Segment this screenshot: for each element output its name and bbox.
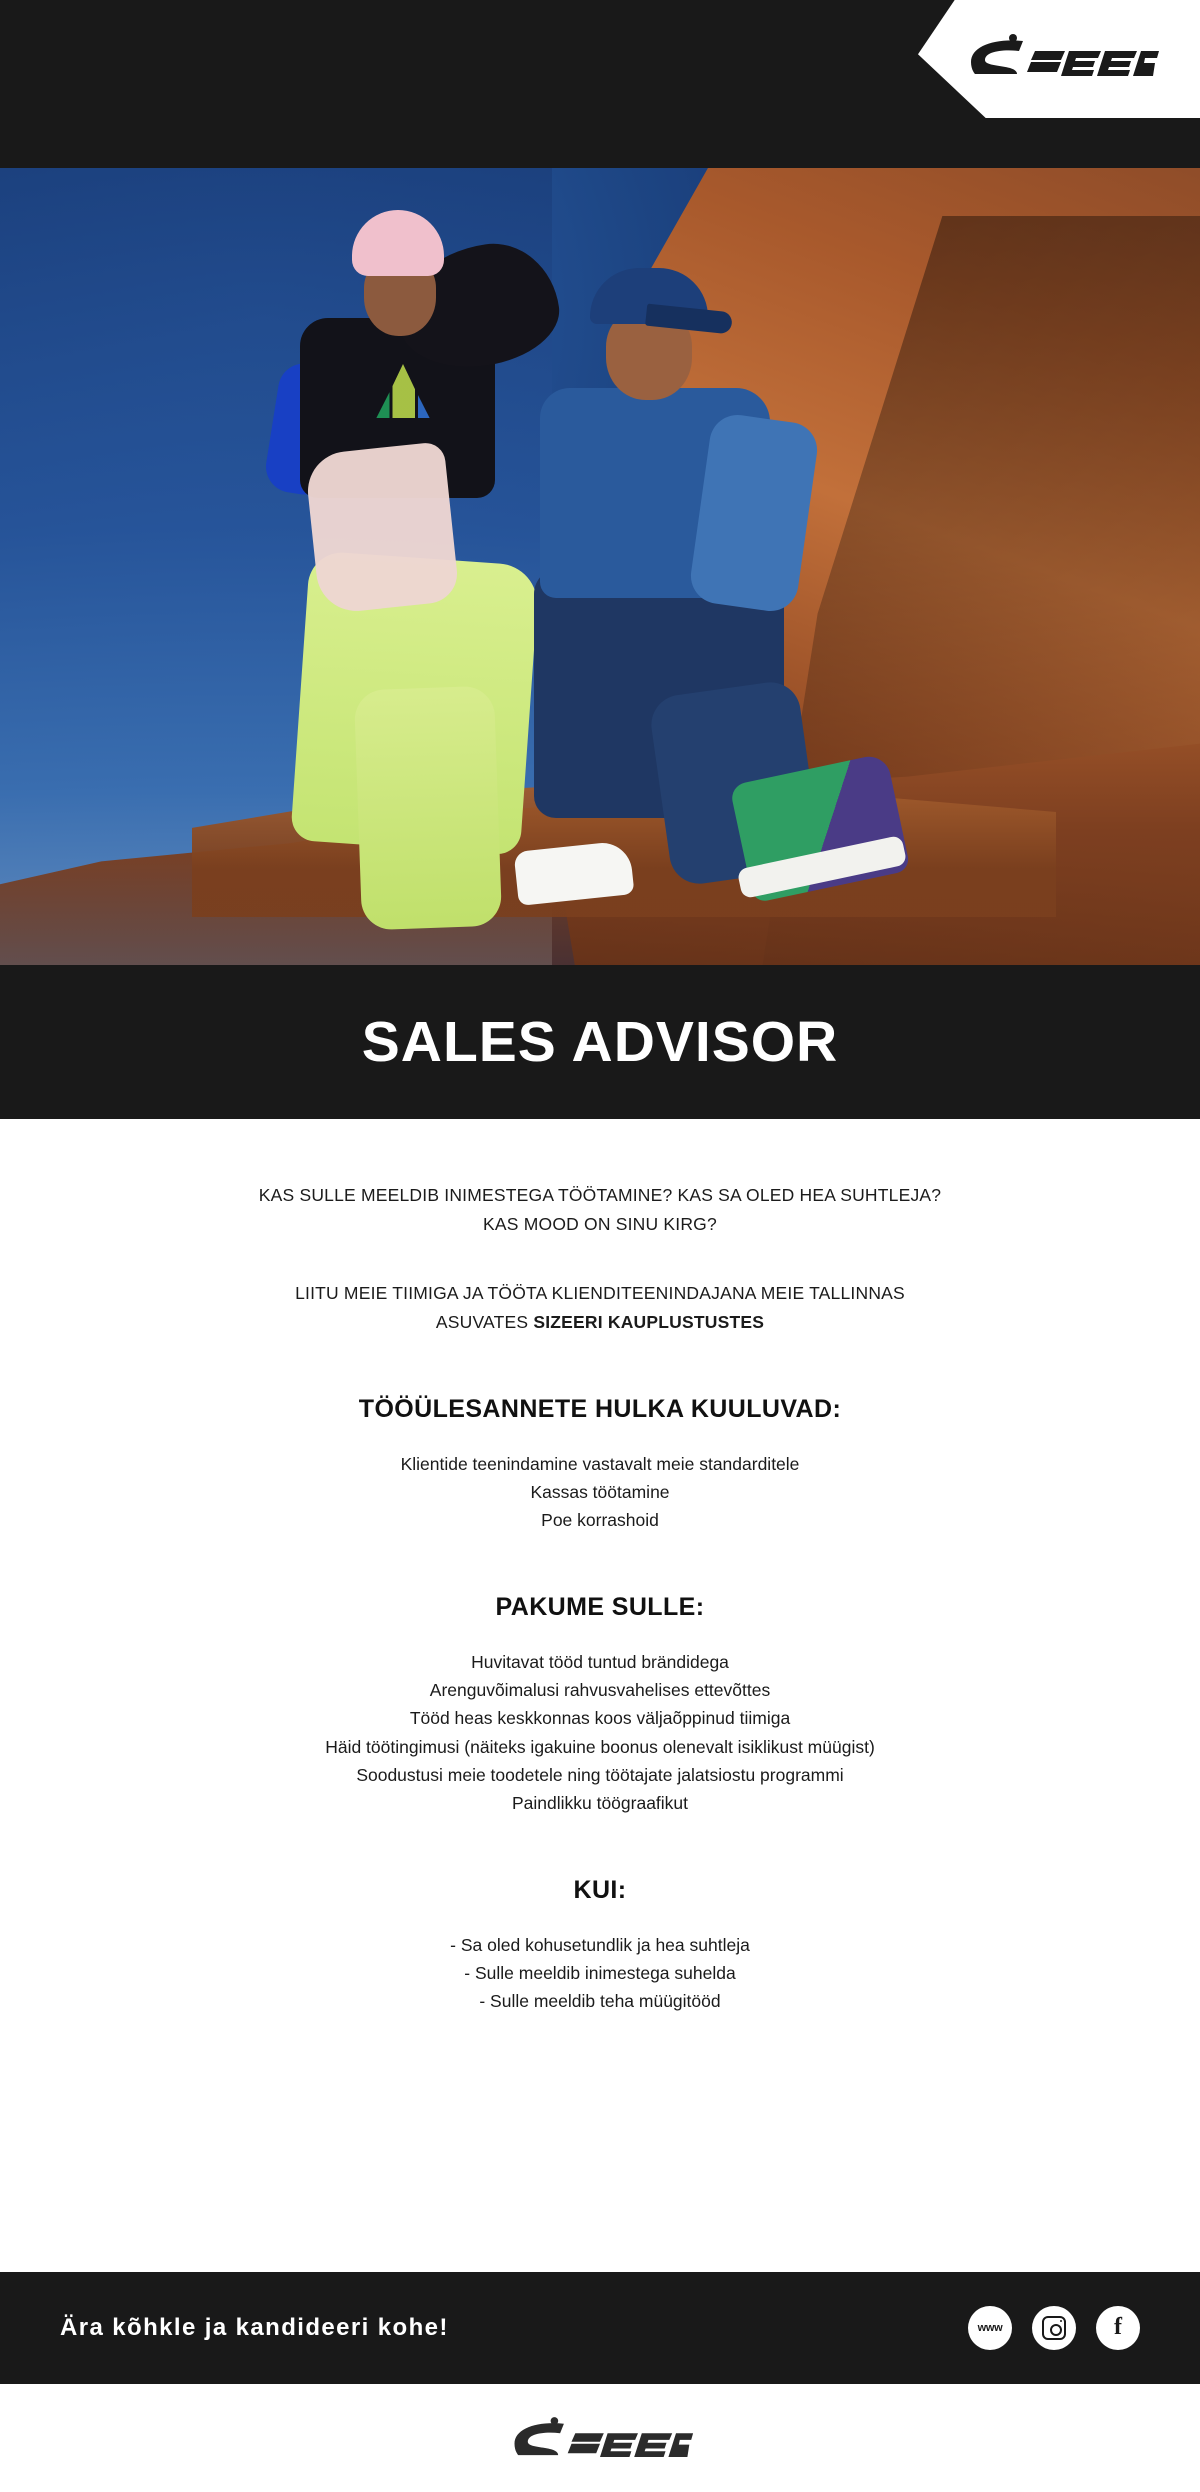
website-link[interactable] — [968, 2306, 1012, 2350]
job-description — [0, 1119, 1200, 2272]
intro-invitation — [90, 1279, 1110, 1337]
intro-line-4-prefix: ASUVATES — [435, 1311, 534, 1332]
list-item: Klientide teenindamine vastavalt meie standarditele — [400, 1453, 800, 1474]
list-item: Kassas töötamine — [530, 1481, 670, 1502]
sizeer-logo — [956, 30, 1166, 82]
sizeer-logo-icon — [961, 32, 1161, 80]
instagram-icon — [1042, 2316, 1066, 2340]
section-heading-duties: TÖÖÜLESANNETE HULKA KUULUVAD: — [358, 1394, 842, 1423]
apply-cta-text: Ära kõhkle ja kandideeri kohe! — [60, 2314, 449, 2341]
sizeer-logo-icon — [505, 2415, 695, 2461]
intro-line-3: LIITU MEIE TIIMIGA JA TÖÖTA KLIENDITEENINDAJANA MEIE TALLINNAS — [295, 1282, 905, 1303]
job-title-band — [0, 965, 1200, 1119]
list-item: Soodustusi meie toodetele ning töötajate jalatsiostu programmi — [356, 1764, 844, 1785]
list-item: Poe korrashoid — [541, 1510, 659, 1531]
section-heading-offer: PAKUME SULLE: — [495, 1592, 705, 1621]
list-item: Tööd heas keskkonnas koos väljaõppinud tiimiga — [409, 1708, 791, 1729]
facebook-link[interactable] — [1096, 2306, 1140, 2350]
requirements-list — [90, 1931, 1110, 2016]
hero-image — [0, 168, 1200, 965]
intro-line-1: KAS SULLE MEELDIB INIMESTEGA TÖÖTAMINE? KAS SA OLED HEA SUHTLEJA? — [258, 1185, 942, 1205]
header-bar — [0, 0, 1200, 168]
intro-line-2: KAS MOOD ON SINU KIRG? — [483, 1213, 717, 1234]
instagram-link[interactable] — [1032, 2306, 1076, 2350]
page-title: SALES ADVISOR — [361, 1010, 839, 1074]
social-links — [968, 2306, 1140, 2350]
list-item: Arenguvõimalusi rahvusvahelises ettevõttes — [429, 1679, 771, 1700]
list-item: - Sa oled kohusetundlik ja hea suhtleja — [450, 1934, 750, 1955]
list-item: Paindlikku töögraafikut — [511, 1793, 689, 1814]
hero-model-female-pants-leg — [354, 686, 502, 931]
list-item: Huvitavat tööd tuntud brändidega — [471, 1651, 729, 1672]
facebook-icon: f — [1114, 2314, 1122, 2340]
footer-bar — [0, 2272, 1200, 2384]
www-icon: www — [977, 2322, 1003, 2334]
footer-logo-strip — [0, 2384, 1200, 2492]
list-item: - Sulle meeldib teha müügitööd — [479, 1991, 721, 2012]
section-heading-requirements: KUI: — [573, 1875, 627, 1904]
intro-line-4-bold: SIZEERI KAUPLUSTUSTES — [533, 1311, 765, 1332]
duties-list — [90, 1450, 1110, 1535]
intro-question — [90, 1181, 1110, 1239]
offer-list — [90, 1648, 1110, 1818]
list-item: - Sulle meeldib inimestega suhelda — [464, 1962, 736, 1983]
list-item: Häid töötingimusi (näiteks igakuine boonus olenevalt isiklikust müügist) — [325, 1736, 875, 1757]
hero-model-female-jacket — [304, 441, 460, 615]
